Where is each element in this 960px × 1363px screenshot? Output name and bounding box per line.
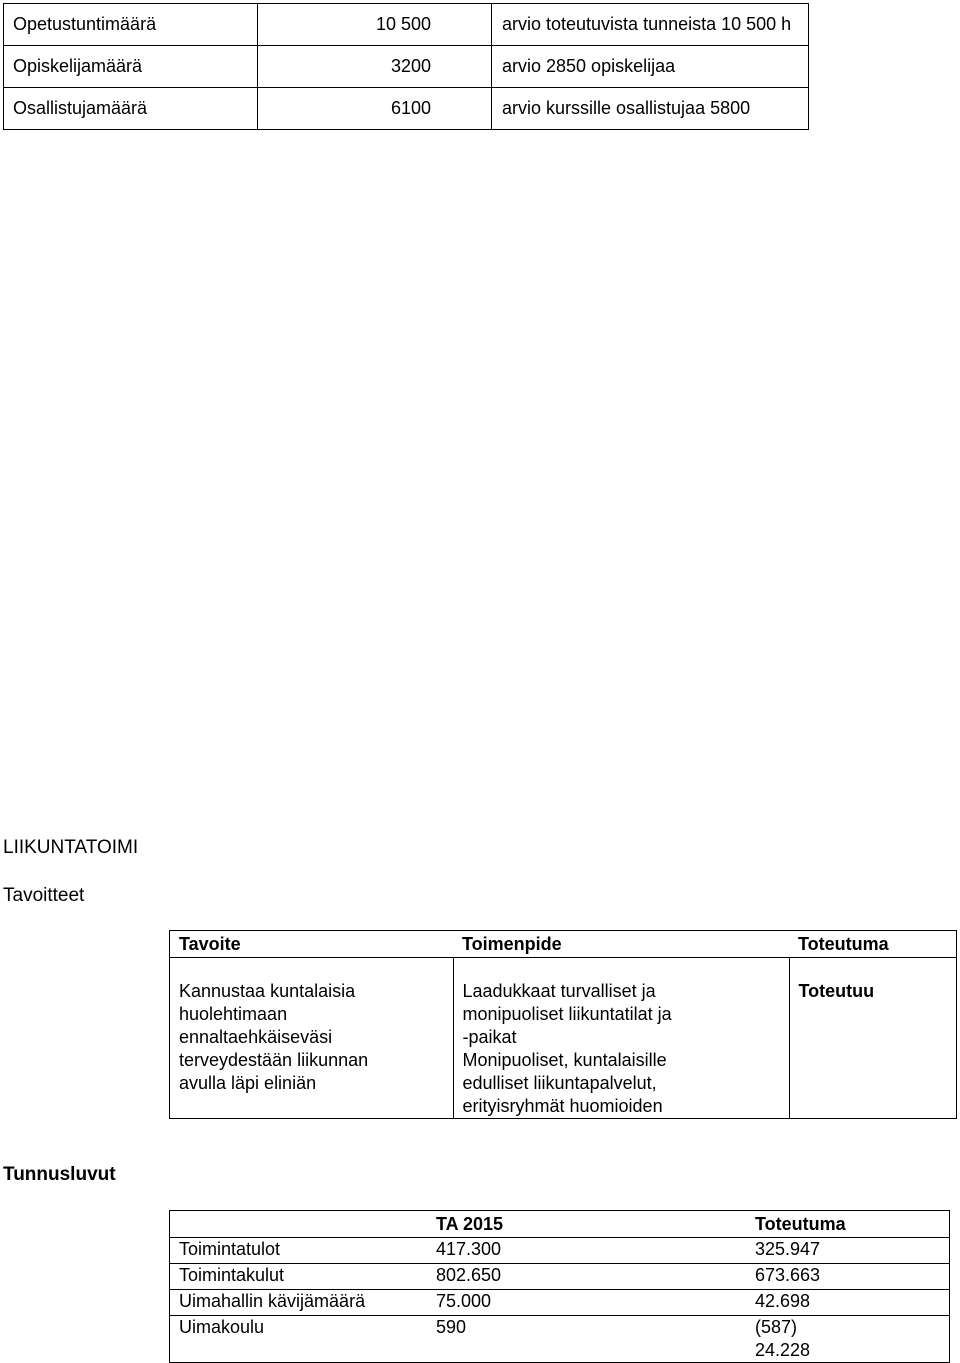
table-row (170, 958, 957, 1119)
goals-heading: Tavoitteet (3, 885, 85, 906)
action-line: Laadukkaat turvalliset ja (462, 981, 656, 1001)
metric-actual: 42.698 (746, 1290, 950, 1316)
table-row (170, 1290, 950, 1316)
row-value: 6100 (258, 88, 492, 130)
metric-actual: 325.947 (746, 1238, 950, 1264)
table-row (170, 1316, 950, 1363)
goal-cell (170, 958, 454, 1119)
metric-name: Toimintatulot (170, 1238, 428, 1264)
metric-actual: (587) (755, 1317, 798, 1337)
metric-actual: 673.663 (746, 1264, 950, 1290)
row-note: arvio toteutuvista tunneista 10 500 h (492, 4, 809, 46)
row-label: Opiskelijamäärä (4, 46, 258, 88)
row-note: arvio kurssille osallistujaa 5800 (492, 88, 809, 130)
goal-line: ennaltaehkäiseväsi (179, 1027, 333, 1047)
metric-actual-cell (746, 1316, 950, 1363)
section-title: LIIKUNTATOIMI (3, 837, 139, 858)
goals-table (169, 930, 957, 1119)
metric-name: Toimintakulut (170, 1264, 428, 1290)
metric-budget: 75.000 (427, 1290, 746, 1316)
row-label: Opetustuntimäärä (4, 4, 258, 46)
action-cell (453, 958, 789, 1119)
metric-budget: 802.650 (427, 1264, 746, 1290)
action-line: edulliset liikuntapalvelut, (462, 1073, 657, 1093)
result-cell (789, 958, 957, 1119)
action-line: Monipuoliset, kuntalaisille (462, 1050, 667, 1070)
table-row (170, 1264, 950, 1290)
goal-line: terveydestään liikunnan (179, 1050, 369, 1070)
action-line: -paikat (462, 1027, 517, 1047)
metric-name: Uimakoulu (170, 1316, 428, 1363)
result-text: Toteutuu (798, 981, 875, 1001)
table-header-row (170, 931, 957, 958)
goal-line: huolehtimaan (179, 1004, 288, 1024)
metric-budget: 590 (427, 1316, 746, 1363)
table-header-row (170, 1211, 950, 1238)
header-result: Toteutuma (789, 931, 957, 958)
header-actual: Toteutuma (746, 1211, 950, 1238)
action-line: monipuoliset liikuntatilat ja (462, 1004, 672, 1024)
row-value: 3200 (258, 46, 492, 88)
header-name (170, 1211, 428, 1238)
action-line: erityisryhmät huomioiden (462, 1096, 663, 1116)
row-label: Osallistujamäärä (4, 88, 258, 130)
header-goal: Tavoite (170, 931, 454, 958)
table-row (170, 1238, 950, 1264)
row-note: arvio 2850 opiskelijaa (492, 46, 809, 88)
header-action: Toimenpide (453, 931, 789, 958)
goal-line: avulla läpi eliniän (179, 1073, 317, 1093)
header-budget: TA 2015 (427, 1211, 746, 1238)
metric-budget: 417.300 (427, 1238, 746, 1264)
table-row (4, 46, 809, 88)
table-row (4, 4, 809, 46)
table-row (4, 88, 809, 130)
metrics-heading: Tunnusluvut (3, 1164, 116, 1185)
metrics-table (169, 1210, 950, 1363)
goal-line: Kannustaa kuntalaisia (179, 981, 356, 1001)
metric-name: Uimahallin kävijämäärä (170, 1290, 428, 1316)
row-value: 10 500 (258, 4, 492, 46)
summary-table (3, 3, 809, 130)
metric-actual-extra: 24.228 (755, 1340, 811, 1360)
